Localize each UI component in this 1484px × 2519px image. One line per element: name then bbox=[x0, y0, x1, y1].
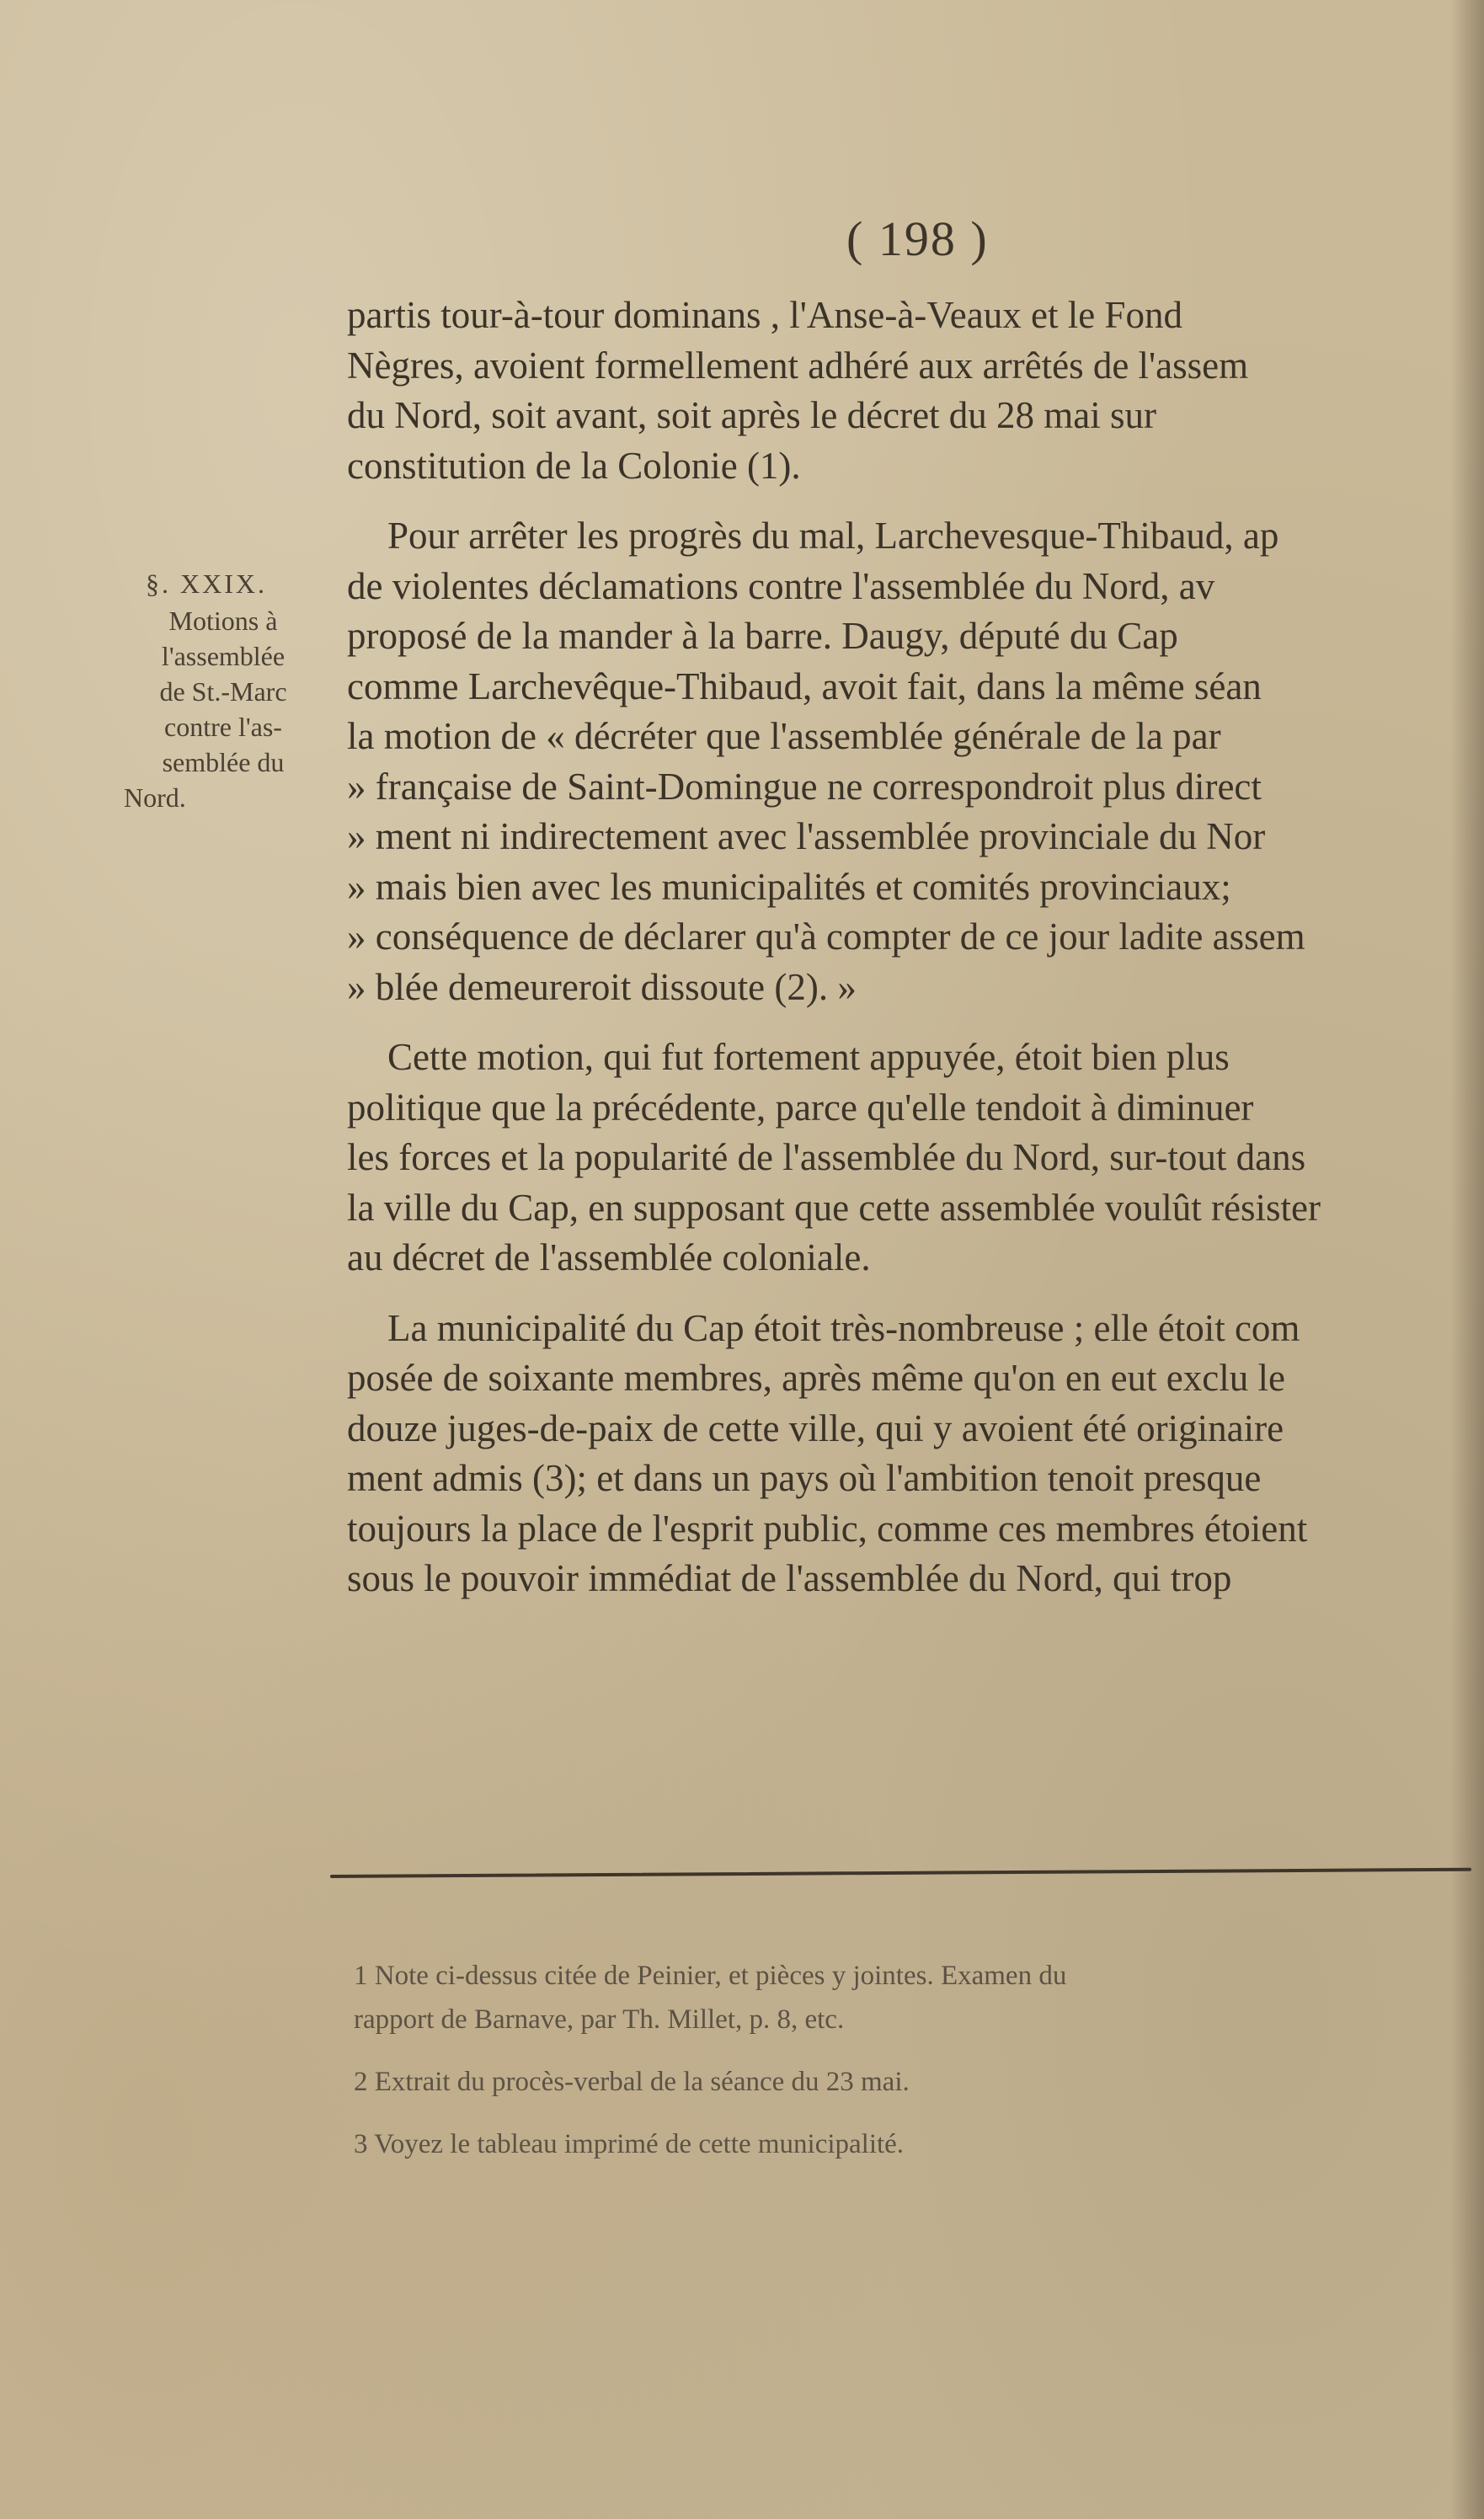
body-line: constitution de la Colonie (1). bbox=[347, 444, 801, 487]
body-line: toujours la place de l'esprit public, comme ces membres étoient bbox=[347, 1507, 1308, 1550]
footnote-separator-rule bbox=[330, 1868, 1471, 1878]
margin-note-line: contre l'as- bbox=[164, 712, 282, 742]
footnote-line: 1 Note ci-dessus citée de Peinier, et pièces y jointes. Examen du bbox=[354, 1961, 1067, 1991]
paragraph-gap bbox=[347, 1284, 1484, 1304]
footnote-line: rapport de Barnave, par Th. Millet, p. 8, etc. bbox=[354, 2004, 845, 2035]
margin-note-line: Motions à bbox=[168, 606, 278, 636]
paragraph-gap bbox=[347, 491, 1484, 511]
margin-note-line: de St.-Marc bbox=[159, 676, 287, 707]
body-line: comme Larchevêque-Thibaud, avoit fait, dans la même séan bbox=[347, 664, 1262, 707]
body-line: » française de Saint-Domingue ne correspondroit plus direct bbox=[347, 765, 1262, 808]
body-line: politique que la précédente, parce qu'elle tendoit à diminuer bbox=[347, 1086, 1254, 1129]
body-line: La municipalité du Cap étoit très-nombreuse ; elle étoit com bbox=[387, 1306, 1300, 1349]
body-line: » ment ni indirectement avec l'assemblée provinciale du Nor bbox=[347, 815, 1266, 857]
body-line: Cette motion, qui fut fortement appuyée, étoit bien plus bbox=[387, 1036, 1230, 1078]
body-text bbox=[347, 291, 1484, 1604]
margin-note-line: semblée du bbox=[162, 747, 285, 777]
body-line: proposé de la mander à la barre. Daugy, député du Cap bbox=[347, 615, 1178, 657]
body-line: douze juges-de-paix de cette ville, qui y avoient été originaire bbox=[347, 1406, 1284, 1449]
margin-note bbox=[122, 566, 324, 815]
body-line: Nègres, avoient formellement adhéré aux arrêtés de l'assem bbox=[347, 344, 1249, 387]
footnote-line: 2 Extrait du procès-verbal de la séance du 23 mai. bbox=[354, 2067, 910, 2097]
body-line: du Nord, soit avant, soit après le décret du 28 mai sur bbox=[347, 394, 1157, 436]
body-line: » mais bien avec les municipalités et comités provinciaux; bbox=[347, 865, 1231, 908]
body-line: posée de soixante membres, après même qu'on en eut exclu le bbox=[347, 1357, 1285, 1399]
page-number: ( 198 ) bbox=[846, 211, 989, 266]
body-line: » blée demeureroit dissoute (2). » bbox=[347, 965, 857, 1008]
body-line: ment admis (3); et dans un pays où l'ambition tenoit presque bbox=[347, 1457, 1262, 1499]
body-line: la ville du Cap, en supposant que cette assemblée voulût résister bbox=[347, 1186, 1321, 1229]
margin-section-number: §. XXIX. bbox=[146, 568, 267, 599]
body-line: la motion de « décréter que l'assemblée générale de la par bbox=[347, 715, 1221, 757]
body-line: au décret de l'assemblée coloniale. bbox=[347, 1236, 871, 1278]
margin-note-line: Nord. bbox=[124, 782, 186, 813]
margin-note-line: l'assemblée bbox=[161, 641, 286, 671]
paragraph-gap bbox=[347, 1012, 1484, 1033]
footnote-line: 3 Voyez le tableau imprimé de cette municipalité. bbox=[354, 2129, 905, 2159]
body-line: de violentes déclamations contre l'assemblée du Nord, av bbox=[347, 564, 1215, 607]
body-line: sous le pouvoir immédiat de l'assemblée du Nord, qui trop bbox=[347, 1557, 1232, 1599]
body-line: partis tour-à-tour dominans , l'Anse-à-Veaux et le Fond bbox=[347, 294, 1182, 336]
body-line: » conséquence de déclarer qu'à compter de ce jour ladite assem bbox=[347, 915, 1305, 958]
body-line: les forces et la popularité de l'assemblée du Nord, sur-tout dans bbox=[347, 1136, 1306, 1178]
body-line: Pour arrêter les progrès du mal, Larchevesque-Thibaud, ap bbox=[387, 515, 1279, 557]
footnotes bbox=[354, 1954, 1465, 2166]
